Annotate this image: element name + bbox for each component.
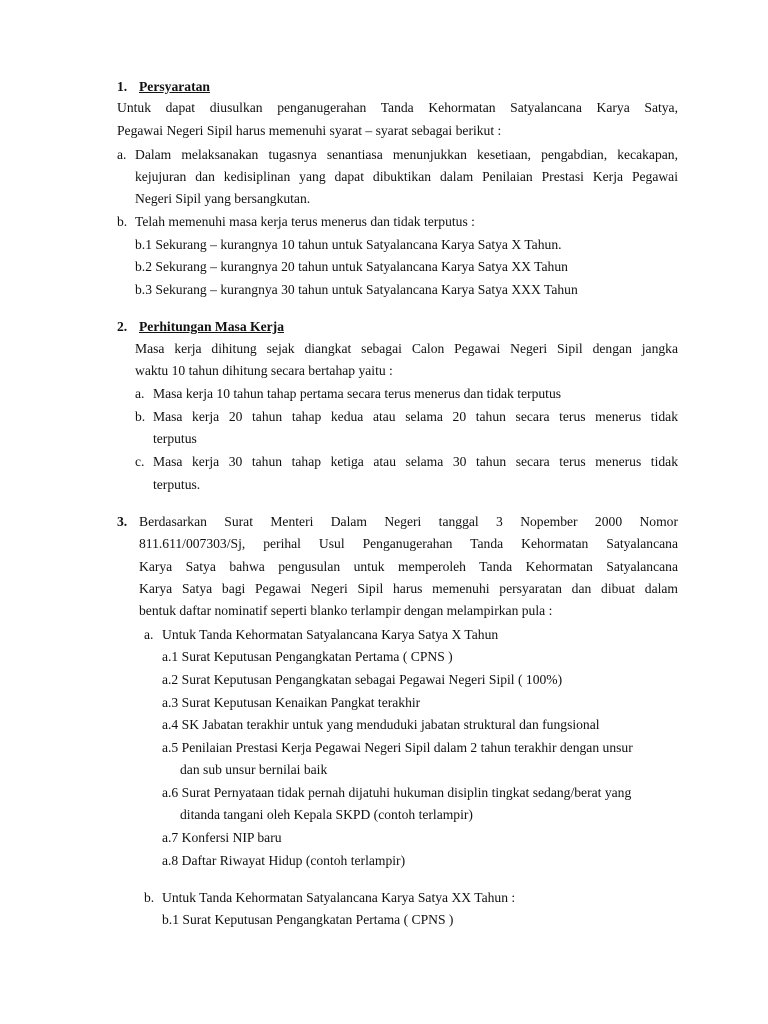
paragraph-line: Karya Satya bahwa pengusulan untuk memperoleh Tanda Kehormatan Satyalancana — [139, 559, 678, 574]
sub-item: b.1 Surat Keputusan Pengangkatan Pertama ( CPNS ) — [162, 912, 454, 927]
sub-item: b.3 Sekurang – kurangnya 30 tahun untuk Satyalancana Karya Satya XXX Tahun — [135, 282, 578, 297]
sub-item-continuation: ditanda tangani oleh Kepala SKPD (contoh terlampir) — [180, 807, 473, 822]
list-marker: a. — [135, 386, 145, 401]
section-1-title: Persyaratan — [139, 79, 210, 94]
section-2-title: Perhitungan Masa Kerja — [139, 319, 284, 334]
sub-item: a.2 Surat Keputusan Pengangkatan sebagai Pegawai Negeri Sipil ( 100%) — [162, 672, 563, 687]
list-item-line: Masa kerja 10 tahun tahap pertama secara terus menerus dan tidak terputus — [153, 386, 562, 401]
list-item-line: Masa kerja 20 tahun tahap kedua atau selama 20 tahun secara terus menerus tidak — [153, 409, 678, 424]
paragraph-line: 811.611/007303/Sj, perihal Usul Penganugerahan Tanda Kehormatan Satyalancana — [139, 536, 678, 551]
section-1-heading — [117, 78, 210, 96]
sub-item: a.1 Surat Keputusan Pengangkatan Pertama ( CPNS ) — [162, 649, 453, 664]
paragraph-line: Berdasarkan Surat Menteri Dalam Negeri tanggal 3 Nopember 2000 Nomor — [139, 514, 678, 529]
sub-item: b.2 Sekurang – kurangnya 20 tahun untuk Satyalancana Karya Satya XX Tahun — [135, 259, 568, 274]
sub-item: a.5 Penilaian Prestasi Kerja Pegawai Negeri Sipil dalam 2 tahun terakhir dengan unsur — [162, 740, 633, 755]
sub-item: b.1 Sekurang – kurangnya 10 tahun untuk Satyalancana Karya Satya X Tahun. — [135, 237, 562, 252]
sub-item-continuation: dan sub unsur bernilai baik — [180, 762, 328, 777]
section-2-number: 2. — [117, 319, 128, 334]
sub-item: a.4 SK Jabatan terakhir untuk yang menduduki jabatan struktural dan fungsional — [162, 717, 600, 732]
list-marker: a. — [144, 627, 154, 642]
list-marker: b. — [144, 890, 155, 905]
list-item-line: Masa kerja 30 tahun tahap ketiga atau selama 30 tahun secara terus menerus tidak — [153, 454, 678, 469]
list-item-line: Dalam melaksanakan tugasnya senantiasa menunjukkan kesetiaan, pengabdian, kecakapan, — [135, 147, 678, 162]
list-item-line: Untuk Tanda Kehormatan Satyalancana Karya Satya X Tahun — [162, 627, 499, 642]
list-item-line: kejujuran dan kedisiplinan yang dapat dibuktikan dalam Penilaian Prestasi Kerja Pegawai — [135, 169, 678, 184]
paragraph-line: Masa kerja dihitung sejak diangkat sebagai Calon Pegawai Negeri Sipil dengan jangka — [135, 341, 678, 356]
list-item-line: Negeri Sipil yang bersangkutan. — [135, 191, 311, 206]
sub-item: a.7 Konfersi NIP baru — [162, 830, 282, 845]
paragraph-line: Karya Satya bagi Pegawai Negeri Sipil harus memenuhi persyaratan dan dibuat dalam — [139, 581, 678, 596]
paragraph-line: waktu 10 tahun dihitung secara bertahap yaitu : — [135, 363, 393, 378]
list-item-line: Telah memenuhi masa kerja terus menerus dan tidak terputus : — [135, 214, 475, 229]
section-1-number: 1. — [117, 79, 128, 94]
list-item-line: terputus — [153, 431, 197, 446]
paragraph-line: Pegawai Negeri Sipil harus memenuhi syarat – syarat sebagai berikut : — [117, 123, 502, 138]
sub-item: a.8 Daftar Riwayat Hidup (contoh terlampir) — [162, 853, 406, 868]
paragraph-line: Untuk dapat diusulkan penganugerahan Tanda Kehormatan Satyalancana Karya Satya, — [117, 100, 678, 115]
section-2-heading — [117, 318, 284, 336]
section-3-number: 3. — [117, 514, 128, 529]
list-marker: a. — [117, 147, 127, 162]
list-marker: b. — [117, 214, 128, 229]
paragraph-line: bentuk daftar nominatif seperti blanko terlampir dengan melampirkan pula : — [139, 603, 553, 618]
list-item-line: Untuk Tanda Kehormatan Satyalancana Karya Satya XX Tahun : — [162, 890, 516, 905]
sub-item: a.6 Surat Pernyataan tidak pernah dijatuhi hukuman disiplin tingkat sedang/berat yang — [162, 785, 632, 800]
list-marker: c. — [135, 454, 145, 469]
list-item-line: terputus. — [153, 477, 201, 492]
sub-item: a.3 Surat Keputusan Kenaikan Pangkat terakhir — [162, 695, 421, 710]
list-marker: b. — [135, 409, 146, 424]
